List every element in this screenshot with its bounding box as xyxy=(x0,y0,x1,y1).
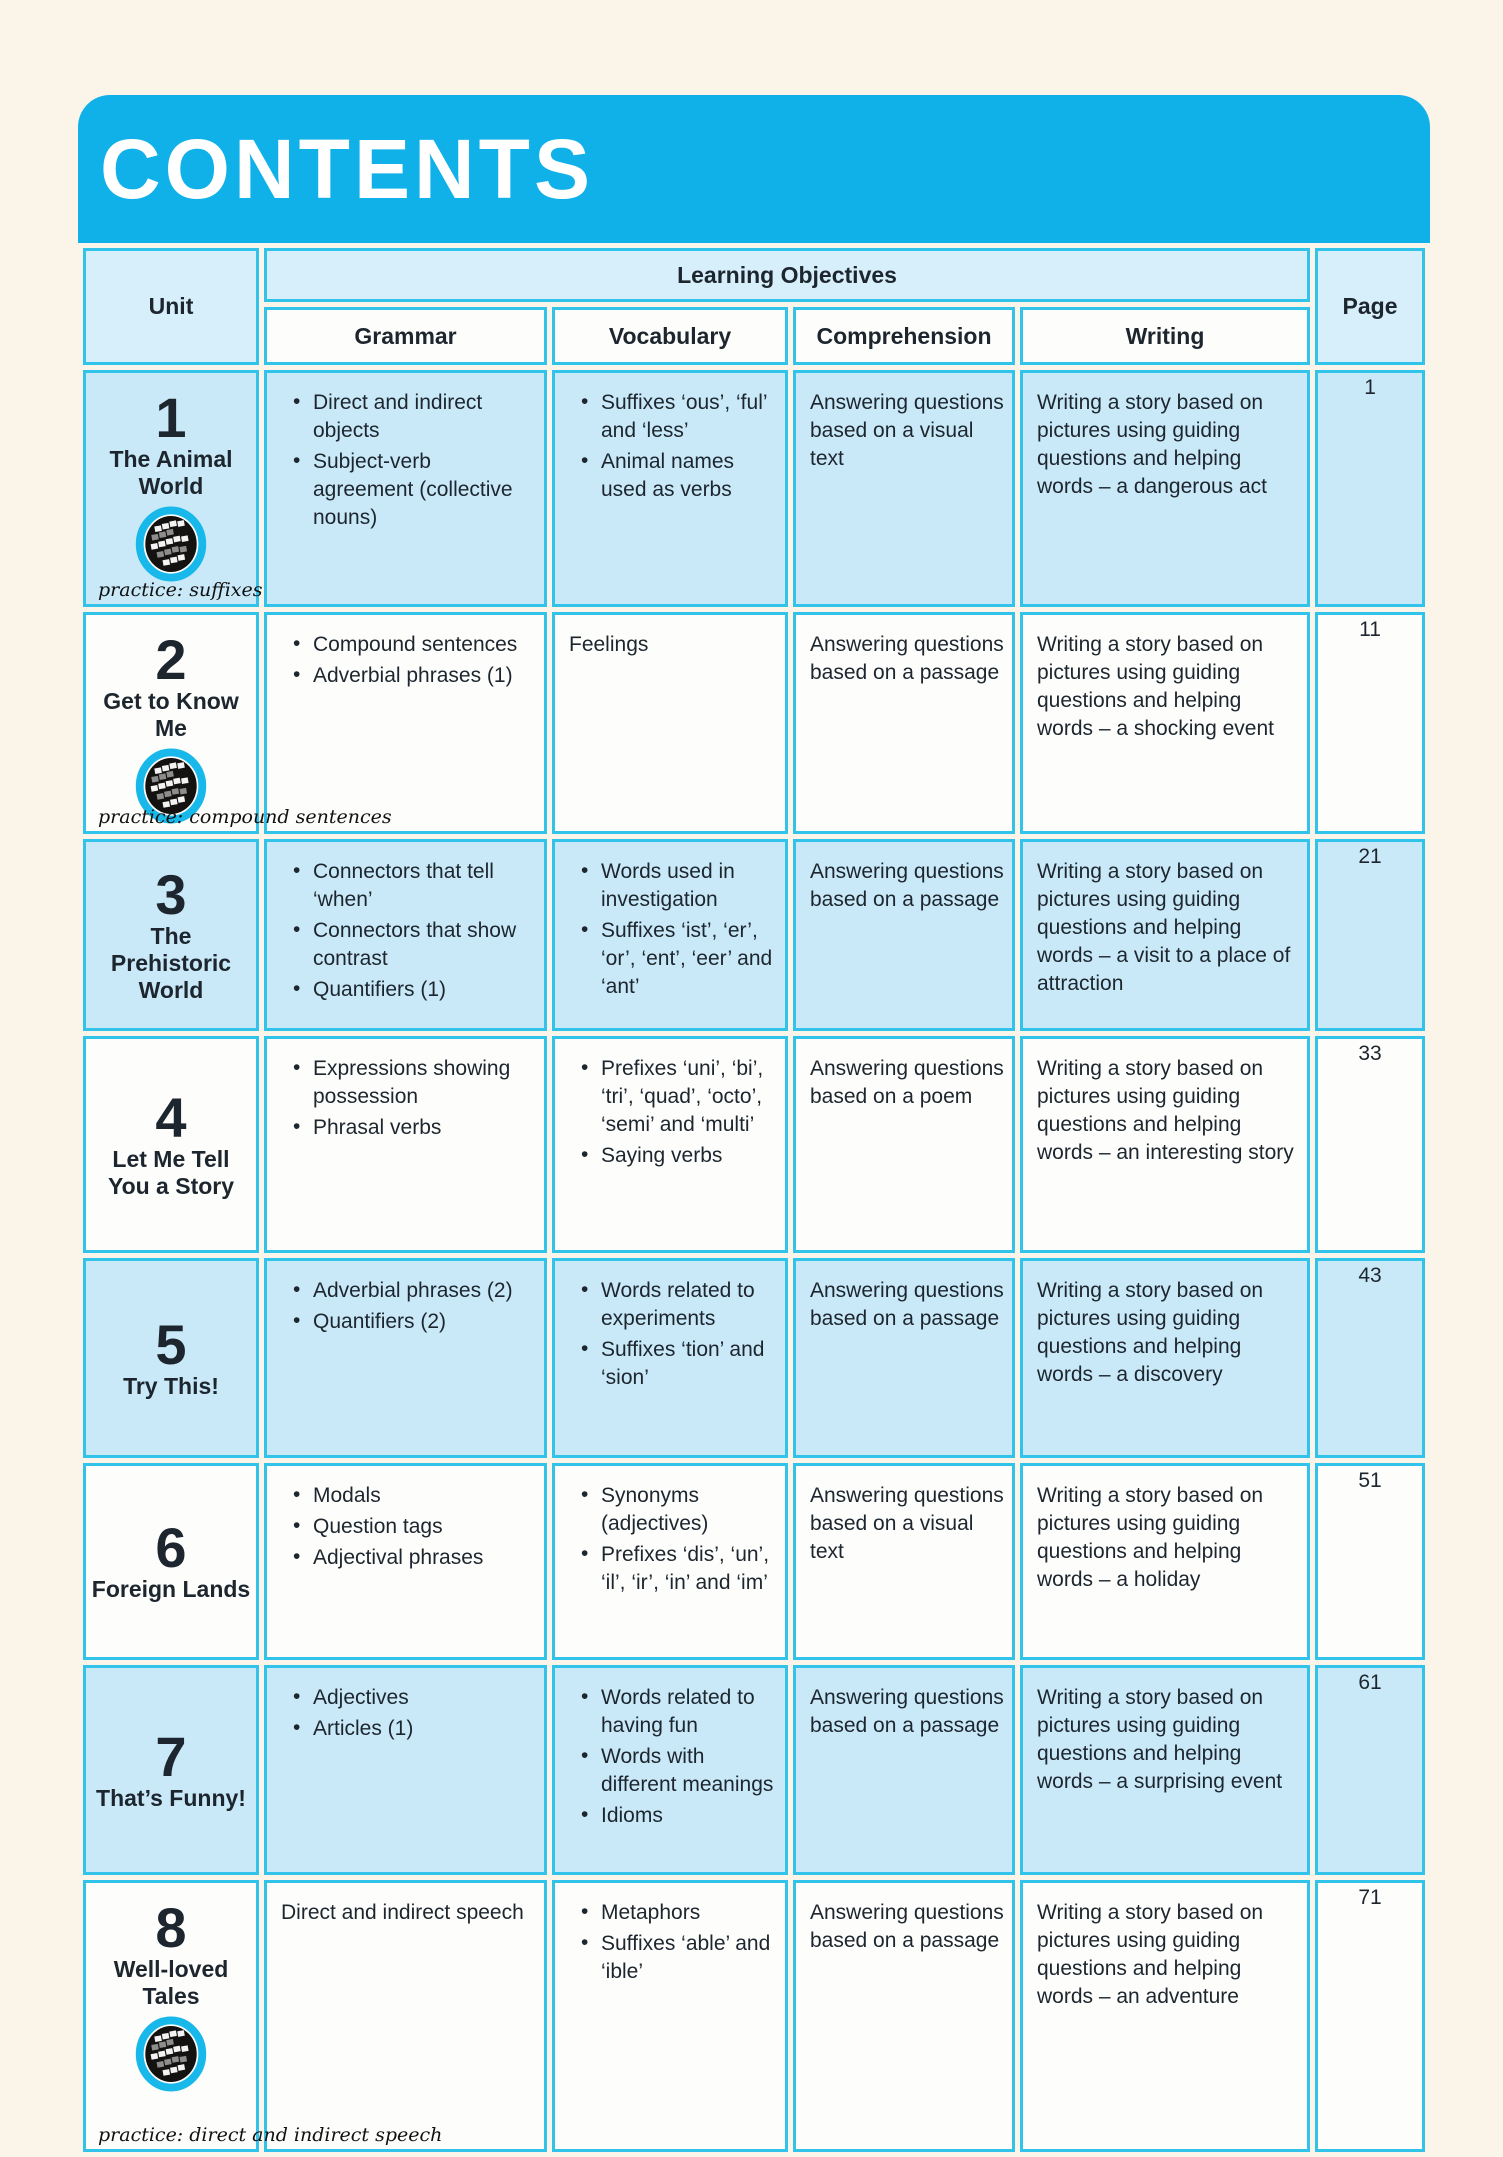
unit-row xyxy=(83,1665,1425,1875)
vocabulary-cell xyxy=(552,1880,788,2152)
grammar-item: • Adjectival phrases xyxy=(313,1544,536,1572)
page-number: 33 xyxy=(1315,1036,1425,1253)
grammar-item: • Quantifiers (2) xyxy=(313,1308,536,1336)
col-header-writing: Writing xyxy=(1020,307,1310,365)
vocabulary-text: Feelings xyxy=(569,633,649,656)
grammar-list xyxy=(281,1277,536,1336)
writing-text: Writing a story based on pictures using guiding questions and helping words – a holiday xyxy=(1037,1484,1264,1591)
unit-cell xyxy=(83,1036,259,1253)
practice-qr-icon xyxy=(135,506,207,582)
grammar-cell xyxy=(264,1665,547,1875)
unit-title: Well-loved Tales xyxy=(113,1956,229,2010)
grammar-item: • Articles (1) xyxy=(313,1715,536,1743)
writing-text: Writing a story based on pictures using guiding questions and helping words – a shocking event xyxy=(1037,633,1274,740)
unit-number: 3 xyxy=(155,862,187,926)
comprehension-cell xyxy=(793,1880,1015,2152)
page-number: 43 xyxy=(1315,1258,1425,1458)
table-header xyxy=(83,248,1425,365)
vocabulary-list xyxy=(569,389,777,504)
vocabulary-item: • Suffixes ‘able’ and ‘ible’ xyxy=(601,1930,777,1986)
comprehension-cell xyxy=(793,612,1015,834)
unit-row xyxy=(83,1880,1425,2152)
comprehension-text: Answering questions based on a visual text xyxy=(810,391,1004,470)
writing-cell xyxy=(1020,1463,1310,1660)
grammar-item: • Compound sentences xyxy=(313,631,536,659)
grammar-list xyxy=(281,1684,536,1743)
col-header-grammar: Grammar xyxy=(264,307,547,365)
unit-cell-content xyxy=(90,1267,252,1449)
unit-number: 6 xyxy=(155,1516,187,1580)
practice-label: practice: suffixes xyxy=(98,578,263,601)
comprehension-text: Answering questions based on a passage xyxy=(810,633,1004,684)
unit-cell-content xyxy=(90,848,252,1022)
writing-text: Writing a story based on pictures using guiding questions and helping words – a surprising event xyxy=(1037,1686,1283,1793)
grammar-item: • Direct and indirect objects xyxy=(313,389,536,445)
vocabulary-item: • Words with different meanings xyxy=(601,1743,777,1799)
writing-cell xyxy=(1020,1880,1310,2152)
grammar-item: • Question tags xyxy=(313,1513,536,1541)
unit-title: The Prehistoric World xyxy=(110,922,232,1004)
grammar-item: • Subject-verb agreement (collective nouns) xyxy=(313,448,536,532)
unit-title: The Animal World xyxy=(109,446,233,500)
unit-number: 5 xyxy=(155,1312,187,1376)
unit-cell xyxy=(83,612,392,834)
unit-number: 7 xyxy=(155,1724,187,1788)
writing-text: Writing a story based on pictures using guiding questions and helping words – a dangerous act xyxy=(1037,391,1267,498)
grammar-item: • Adverbial phrases (2) xyxy=(313,1277,536,1305)
vocabulary-list xyxy=(569,1055,777,1170)
writing-text: Writing a story based on pictures using guiding questions and helping words – a visit to a place of attraction xyxy=(1037,860,1291,995)
page-number: 21 xyxy=(1315,839,1425,1031)
unit-cell-content xyxy=(90,1045,252,1244)
grammar-list xyxy=(281,1482,536,1572)
unit-cell-content xyxy=(90,379,252,608)
unit-row xyxy=(83,1463,1425,1660)
comprehension-text: Answering questions based on a passage xyxy=(810,1279,1004,1330)
writing-text: Writing a story based on pictures using guiding questions and helping words – an adventure xyxy=(1037,1901,1264,2008)
unit-title: Let Me Tell You a Story xyxy=(107,1145,235,1200)
unit-cell-content xyxy=(90,621,252,835)
vocabulary-item: • Prefixes ‘dis’, ‘un’, ‘il’, ‘ir’, ‘in’ and ‘im’ xyxy=(601,1541,777,1597)
comprehension-text: Answering questions based on a passage xyxy=(810,1686,1004,1737)
vocabulary-item: • Animal names used as verbs xyxy=(601,448,777,504)
grammar-list xyxy=(281,858,536,1004)
page-number: 61 xyxy=(1315,1665,1425,1875)
comprehension-text: Answering questions based on a passage xyxy=(810,1901,1004,1952)
unit-row xyxy=(83,612,1425,834)
grammar-cell xyxy=(264,612,547,834)
practice-qr-icon xyxy=(135,2016,207,2092)
grammar-cell xyxy=(264,1036,547,1253)
vocabulary-item: • Suffixes ‘tion’ and ‘sion’ xyxy=(601,1336,777,1392)
comprehension-text: Answering questions based on a passage xyxy=(810,860,1004,911)
unit-cell xyxy=(83,1258,259,1458)
grammar-cell xyxy=(264,839,547,1031)
unit-number: 4 xyxy=(155,1085,187,1149)
vocabulary-item: • Words used in investigation xyxy=(601,858,777,914)
grammar-item: • Adjectives xyxy=(313,1684,536,1712)
vocabulary-list xyxy=(569,1277,777,1392)
writing-cell xyxy=(1020,839,1310,1031)
grammar-cell xyxy=(264,1880,547,2152)
unit-cell xyxy=(83,1463,259,1660)
vocabulary-cell xyxy=(552,1036,788,1253)
vocabulary-item: • Prefixes ‘uni’, ‘bi’, ‘tri’, ‘quad’, ‘octo’, ‘semi’ and ‘multi’ xyxy=(601,1055,777,1139)
vocabulary-cell xyxy=(552,839,788,1031)
page-title: CONTENTS xyxy=(100,122,594,216)
col-header-page: Page xyxy=(1315,248,1425,365)
unit-cell-content xyxy=(90,1472,252,1651)
contents-table xyxy=(78,243,1430,2157)
vocabulary-item: • Idioms xyxy=(601,1802,777,1830)
page-number: 11 xyxy=(1315,612,1425,834)
vocabulary-item: • Synonyms (adjectives) xyxy=(601,1482,777,1538)
unit-row xyxy=(83,1258,1425,1458)
vocabulary-item: • Metaphors xyxy=(601,1899,777,1927)
vocabulary-list xyxy=(569,858,777,1001)
unit-row xyxy=(83,370,1425,607)
comprehension-cell xyxy=(793,1036,1015,1253)
unit-number: 1 xyxy=(155,386,187,449)
unit-number: 2 xyxy=(155,628,187,691)
grammar-cell xyxy=(264,1258,547,1458)
comprehension-text: Answering questions based on a visual text xyxy=(810,1484,1004,1563)
comprehension-cell xyxy=(793,370,1015,607)
comprehension-cell xyxy=(793,1258,1015,1458)
vocabulary-item: • Words related to experiments xyxy=(601,1277,777,1333)
practice-label: practice: direct and indirect speech xyxy=(98,2123,443,2146)
writing-text: Writing a story based on pictures using guiding questions and helping words – a discovery xyxy=(1037,1279,1264,1386)
writing-text: Writing a story based on pictures using guiding questions and helping words – an interesting story xyxy=(1037,1057,1294,1164)
contents-page-card xyxy=(78,95,1430,2157)
grammar-cell xyxy=(264,1463,547,1660)
grammar-item: • Adverbial phrases (1) xyxy=(313,662,536,690)
grammar-list xyxy=(281,1055,536,1142)
unit-title: Foreign Lands xyxy=(91,1576,251,1603)
unit-cell xyxy=(83,1880,443,2152)
vocabulary-item: • Suffixes ‘ist’, ‘er’, ‘or’, ‘ent’, ‘eer’ and ‘ant’ xyxy=(601,917,777,1001)
unit-title: Try This! xyxy=(123,1372,219,1399)
unit-row xyxy=(83,1036,1425,1253)
col-header-vocabulary: Vocabulary xyxy=(552,307,788,365)
vocabulary-item: • Suffixes ‘ous’, ‘ful’ and ‘less’ xyxy=(601,389,777,445)
vocabulary-cell xyxy=(552,370,788,607)
writing-cell xyxy=(1020,1258,1310,1458)
unit-cell-content xyxy=(90,1674,252,1866)
comprehension-cell xyxy=(793,1463,1015,1660)
vocabulary-cell xyxy=(552,612,788,834)
vocabulary-cell xyxy=(552,1258,788,1458)
vocabulary-list xyxy=(569,1899,777,1986)
page-number: 51 xyxy=(1315,1463,1425,1660)
col-header-learning-objectives: Learning Objectives xyxy=(264,248,1310,302)
col-header-unit: Unit xyxy=(83,248,259,365)
grammar-list xyxy=(281,631,536,690)
grammar-item: • Phrasal verbs xyxy=(313,1114,536,1142)
grammar-item: • Quantifiers (1) xyxy=(313,976,536,1004)
comprehension-text: Answering questions based on a poem xyxy=(810,1057,1004,1108)
vocabulary-item: • Saying verbs xyxy=(601,1142,777,1170)
page-number: 71 xyxy=(1315,1880,1425,2152)
unit-row xyxy=(83,839,1425,1031)
contents-header-bar xyxy=(78,95,1430,243)
unit-cell xyxy=(83,839,259,1031)
writing-cell xyxy=(1020,1665,1310,1875)
vocabulary-cell xyxy=(552,1463,788,1660)
page-number: 1 xyxy=(1315,370,1425,607)
writing-cell xyxy=(1020,612,1310,834)
writing-cell xyxy=(1020,1036,1310,1253)
writing-cell xyxy=(1020,370,1310,607)
unit-cell xyxy=(83,1665,259,1875)
contents-table-body xyxy=(83,370,1425,2152)
grammar-cell xyxy=(264,370,547,607)
vocabulary-list xyxy=(569,1684,777,1830)
grammar-item: • Modals xyxy=(313,1482,536,1510)
grammar-list xyxy=(281,389,536,532)
comprehension-cell xyxy=(793,1665,1015,1875)
comprehension-cell xyxy=(793,839,1015,1031)
unit-number: 8 xyxy=(155,1896,187,1959)
grammar-item: • Connectors that show contrast xyxy=(313,917,536,973)
unit-cell xyxy=(83,370,263,607)
unit-cell-content xyxy=(90,1889,252,2153)
unit-title: Get to Know Me xyxy=(103,688,239,742)
vocabulary-list xyxy=(569,1482,777,1597)
practice-label: practice: compound sentences xyxy=(98,805,392,828)
grammar-item: • Connectors that tell ‘when’ xyxy=(313,858,536,914)
vocabulary-cell xyxy=(552,1665,788,1875)
vocabulary-item: • Words related to having fun xyxy=(601,1684,777,1740)
unit-title: That’s Funny! xyxy=(96,1784,246,1811)
grammar-item: • Expressions showing possession xyxy=(313,1055,536,1111)
col-header-comprehension: Comprehension xyxy=(793,307,1015,365)
grammar-text: Direct and indirect speech xyxy=(281,1901,524,1924)
